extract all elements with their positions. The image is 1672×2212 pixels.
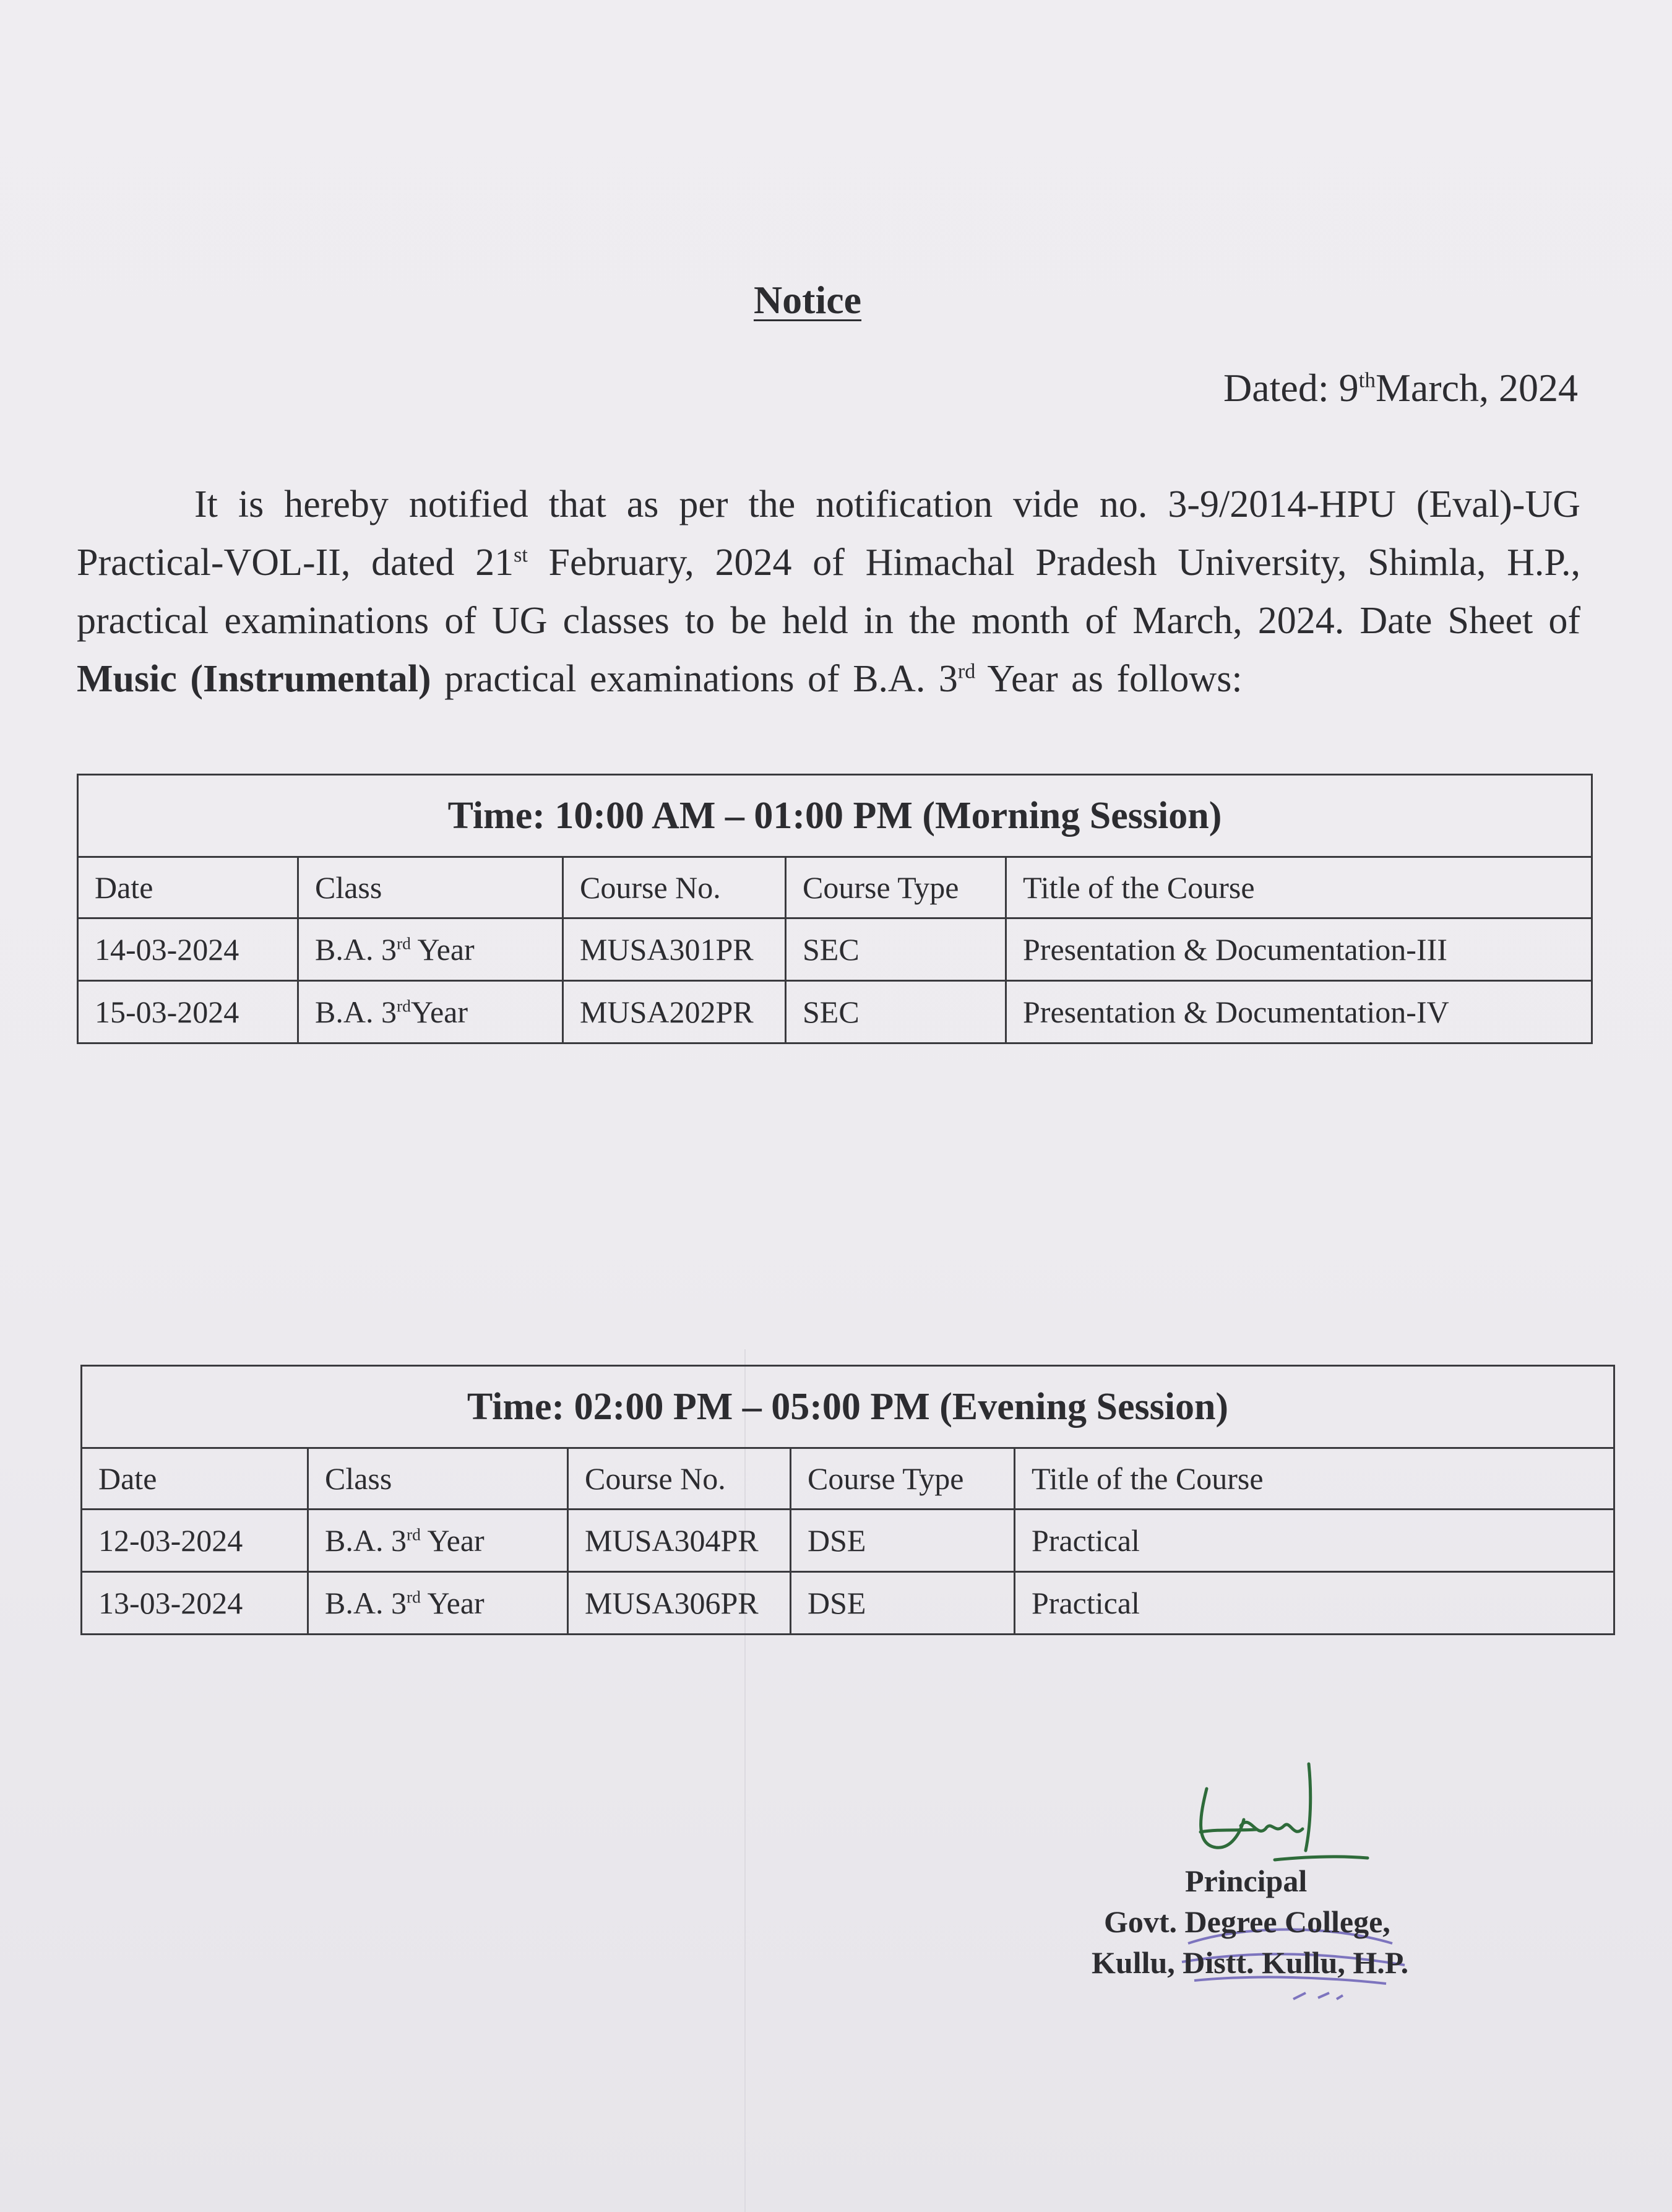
header-course-type: Course Type bbox=[791, 1448, 1015, 1510]
cell-course-type: SEC bbox=[786, 981, 1006, 1043]
cell-course-title: Presentation & Documentation-III bbox=[1006, 918, 1592, 981]
header-course-title: Title of the Course bbox=[1015, 1448, 1614, 1510]
notice-title: Notice bbox=[753, 278, 862, 322]
cell-course-type: DSE bbox=[791, 1572, 1015, 1635]
header-course-no: Course No. bbox=[563, 857, 786, 918]
table-row bbox=[78, 918, 1592, 981]
header-date: Date bbox=[78, 857, 298, 918]
header-date: Date bbox=[82, 1448, 308, 1510]
notice-date: Dated: 9thMarch, 2024 bbox=[1223, 366, 1578, 410]
morning-session-table bbox=[77, 774, 1593, 1044]
table-header-row bbox=[78, 857, 1592, 918]
cell-date: 12-03-2024 bbox=[82, 1510, 308, 1572]
morning-session-heading: Time: 10:00 AM – 01:00 PM (Morning Session) bbox=[78, 775, 1592, 857]
cell-course-title: Presentation & Documentation-IV bbox=[1006, 981, 1592, 1043]
header-class: Class bbox=[298, 857, 563, 918]
evening-session-table bbox=[80, 1365, 1615, 1635]
table-header-row bbox=[82, 1448, 1614, 1510]
cell-date: 15-03-2024 bbox=[78, 981, 298, 1043]
cell-class: B.A. 3rdYear bbox=[298, 981, 563, 1043]
table-row bbox=[82, 1572, 1614, 1635]
cell-course-title: Practical bbox=[1015, 1510, 1614, 1572]
header-course-type: Course Type bbox=[786, 857, 1006, 918]
subject-name: Music (Instrumental) bbox=[77, 658, 431, 700]
table-row bbox=[78, 981, 1592, 1043]
cell-course-no: MUSA202PR bbox=[563, 981, 786, 1043]
header-class: Class bbox=[308, 1448, 568, 1510]
cell-course-type: SEC bbox=[786, 918, 1006, 981]
cell-class: B.A. 3rd Year bbox=[308, 1572, 568, 1635]
cell-course-no: MUSA304PR bbox=[568, 1510, 791, 1572]
cell-class: B.A. 3rd Year bbox=[298, 918, 563, 981]
cell-date: 14-03-2024 bbox=[78, 918, 298, 981]
evening-session-heading: Time: 02:00 PM – 05:00 PM (Evening Session) bbox=[82, 1366, 1614, 1448]
header-course-title: Title of the Course bbox=[1006, 857, 1592, 918]
cell-course-no: MUSA306PR bbox=[568, 1572, 791, 1635]
notice-body: It is hereby notified that as per the notification vide no. 3-9/2014-HPU (Eval)-UG Practical-VOL-II, dated 21st February, 2024 of Himachal Pradesh University, Shimla, H.P., practical examinations of UG classes to be held in the month of March, 2024. Date Sheet of Music (Instrumental) practical examinations of B.A. 3rd Year as follows: bbox=[77, 483, 1580, 700]
cell-course-type: DSE bbox=[791, 1510, 1015, 1572]
handwritten-signature bbox=[1182, 1752, 1380, 1875]
cell-course-title: Practical bbox=[1015, 1572, 1614, 1635]
signatory-designation: Principal bbox=[1185, 1864, 1308, 1898]
header-course-no: Course No. bbox=[568, 1448, 791, 1510]
signatory-address: Kullu, Distt. Kullu, H.P. bbox=[1092, 1945, 1409, 1980]
signatory-college: Govt. Degree College, bbox=[1104, 1904, 1390, 1939]
table-row bbox=[82, 1510, 1614, 1572]
cell-class: B.A. 3rd Year bbox=[308, 1510, 568, 1572]
cell-date: 13-03-2024 bbox=[82, 1572, 308, 1635]
cell-course-no: MUSA301PR bbox=[563, 918, 786, 981]
